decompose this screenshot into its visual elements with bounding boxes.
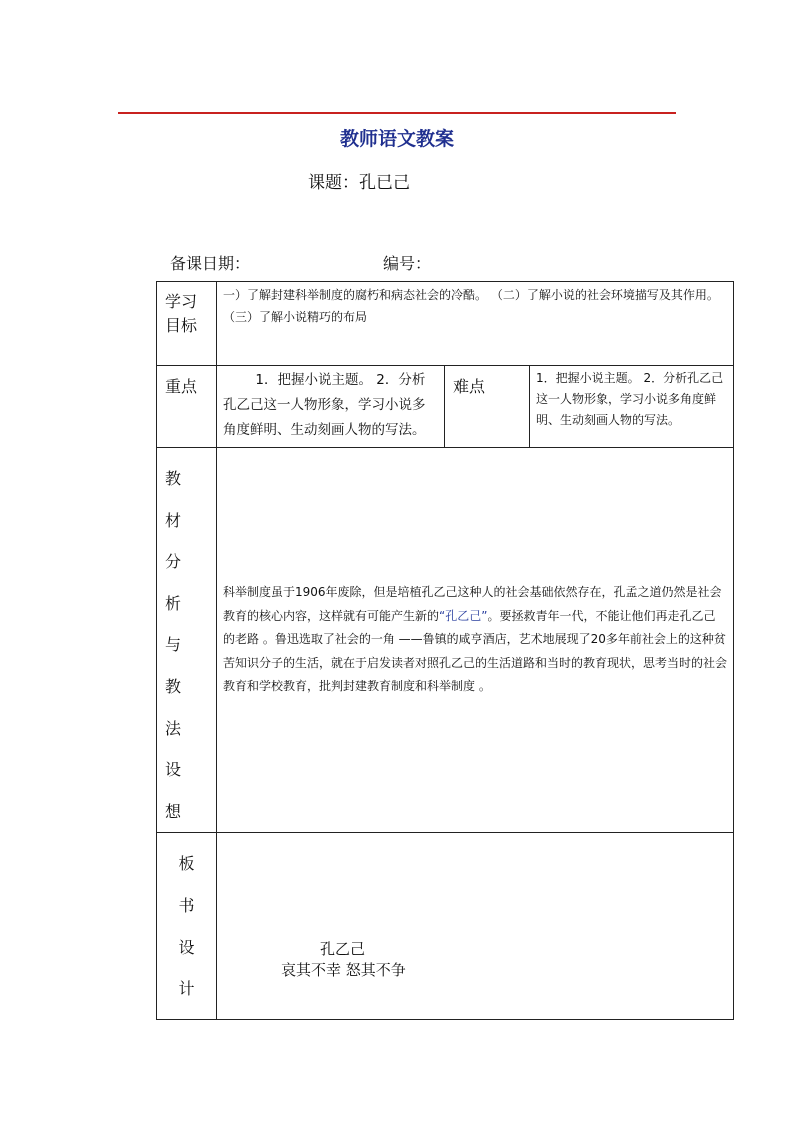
analysis-text — [217, 448, 734, 833]
difficulties-text: 1．把握小说主题。 2．分析孔乙己这一人物形象，学习小说多角度鲜明、生动刻画人物的写法。 — [530, 366, 734, 448]
analysis-label-char: 法 — [165, 718, 182, 738]
difficulties-label: 难点 — [445, 366, 530, 448]
analysis-text-part: 。要拯救青年一代，不能让他们再走孔乙己的老路 。鲁迅选取了社会的一角 ——鲁镇的咸亨酒店，艺术地展现了20多年前社会上的这种贫苦知识分子的生活，就在于启发读者对照孔乙己的生活道路和当时的教育现状，思考当时的社会教育和学校教育，批判封建教育制度和科举制度 。 — [223, 608, 728, 694]
board-label — [157, 833, 217, 1020]
goals-text: 一）了解封建科举制度的腐朽和病态社会的冷酷。 （二）了解小说的社会环境描写及其作用。 （三）了解小说精巧的布局 — [217, 282, 734, 366]
top-red-rule — [118, 112, 676, 114]
board-title: 孔乙己 — [320, 940, 366, 959]
analysis-label-char: 分 — [165, 552, 182, 572]
board-text: 哀其不幸 怒其不争 — [281, 961, 406, 980]
key-points-label: 重点 — [157, 366, 217, 448]
prep-date-label: 备课日期： — [170, 254, 251, 273]
analysis-label-char: 材 — [165, 510, 182, 530]
analysis-label-char: 想 — [165, 801, 182, 821]
analysis-label-char: 教 — [165, 469, 182, 488]
analysis-row — [157, 448, 734, 833]
board-label-char: 设 — [178, 937, 195, 957]
analysis-label-char: 教 — [165, 676, 182, 696]
board-label-char: 板 — [178, 854, 195, 874]
board-label-char: 计 — [178, 979, 195, 999]
goals-label — [157, 282, 217, 366]
analysis-label-char: 与 — [165, 635, 182, 655]
analysis-label-char: 析 — [165, 593, 182, 613]
goals-label-line: 目标 — [165, 316, 198, 335]
lesson-plan-table — [156, 281, 734, 1020]
analysis-label — [157, 448, 217, 833]
analysis-label-char: 设 — [165, 760, 182, 780]
goals-row — [157, 282, 734, 366]
number-label: 编号： — [383, 254, 432, 273]
goals-label-line: 学习 — [165, 292, 198, 311]
board-label-char: 书 — [178, 895, 195, 915]
key-row — [157, 366, 734, 448]
key-points-text: 1．把握小说主题。 2．分析孔乙己这一人物形象，学习小说多角度鲜明、生动刻画人物的写法。 — [217, 366, 445, 448]
board-content — [217, 833, 734, 1020]
lesson-subtitle: 课题：孔已己 — [308, 173, 410, 193]
board-row — [157, 833, 734, 1020]
page-title: 教师语文教案 — [339, 128, 454, 150]
analysis-quote: “孔乙己” — [439, 608, 488, 623]
analysis-text-part: 科举制度虽于1906年废除，但是培植孔乙己这种人的社会基础依然存在，孔孟之道仍然是社会教育的核心内容，这样就有可能产生新的 — [223, 585, 722, 623]
